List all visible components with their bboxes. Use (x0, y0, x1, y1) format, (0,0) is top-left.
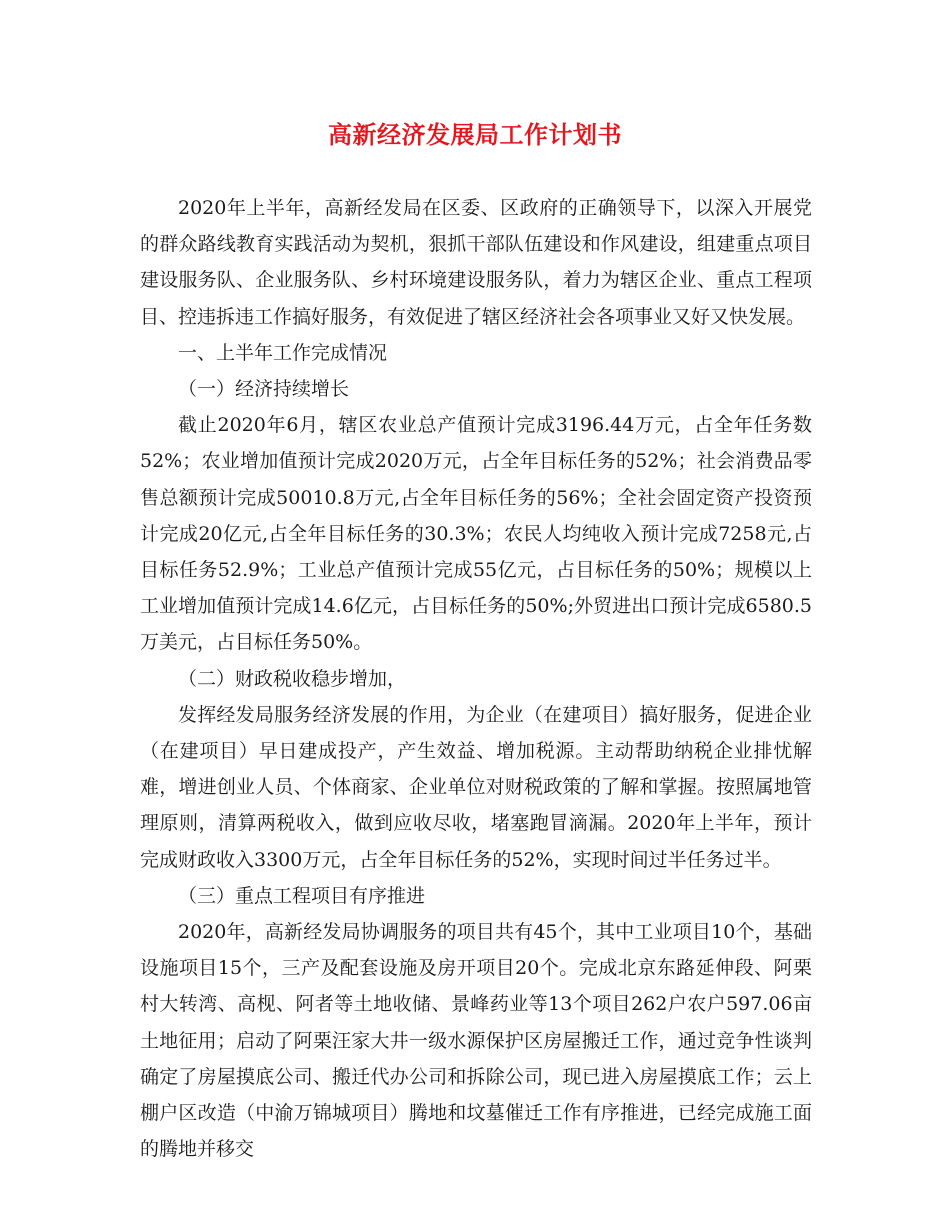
projects-paragraph: 2020年，高新经发局协调服务的项目共有45个，其中工业项目10个，基础设施项目15个，三产及配套设施及房开项目20个。完成北京东路延伸段、阿栗村大转湾、高枧、阿者等土地收储、景峰药业等13个项目262户农户597.06亩土地征用；启动了阿栗汪家大井一级水源保护区房屋搬迁工作，通过竞争性谈判确定了房屋摸底公司、搬迁代办公司和拆除公司，现已进入房屋摸底工作；云上棚户区改造（中渝万锦城项目）腾地和坟墓催迁工作有序推进，已经完成施工面的腾地并移交 (140, 921, 812, 1161)
subsection-heading-2: （二）财政税收稳步增加， (178, 667, 407, 690)
document-title: 高新经济发展局工作计划书 (328, 120, 622, 149)
document-body (140, 190, 812, 1167)
section-heading-1: 一、上半年工作完成情况 (178, 341, 388, 364)
subsection-heading-3: （三）重点工程项目有序推进 (178, 884, 426, 907)
finance-paragraph: 发挥经发局服务经济发展的作用，为企业（在建项目）搞好服务，促进企业（在建项目）早日建成投产，产生效益、增加税源。主动帮助纳税企业排忧解难，增进创业人员、个体商家、企业单位对财税政策的了解和掌握。按照属地管理原则，清算两税收入，做到应收尽收，堵塞跑冒滴漏。2020年上半年，预计完成财政收入3300万元，占全年目标任务的52%，实现时间过半任务过半。 (140, 703, 812, 871)
economy-paragraph: 截止2020年6月，辖区农业总产值预计完成3196.44万元，占全年任务数52%；农业增加值预计完成2020万元，占全年目标任务的52%；社会消费品零售总额预计完成50010.8万元,占全年目标任务的56%；全社会固定资产投资预计完成20亿元,占全年目标任务的30.3%；农民人均纯收入预计完成7258元,占目标任务52.9%；工业总产值预计完成55亿元，占目标任务的50%；规模以上工业增加值预计完成14.6亿元，占目标任务的50%;外贸进出口预计完成6580.5万美元，占目标任务50%。 (140, 414, 812, 654)
subsection-heading-1: （一）经济持续增长 (178, 378, 350, 401)
intro-paragraph: 2020年上半年，高新经发局在区委、区政府的正确领导下，以深入开展党的群众路线教育实践活动为契机，狠抓干部队伍建设和作风建设，组建重点项目建设服务队、企业服务队、乡村环境建设服务队，着力为辖区企业、重点工程项目、控违拆违工作搞好服务，有效促进了辖区经济社会各项事业又好又快发展。 (140, 197, 812, 328)
